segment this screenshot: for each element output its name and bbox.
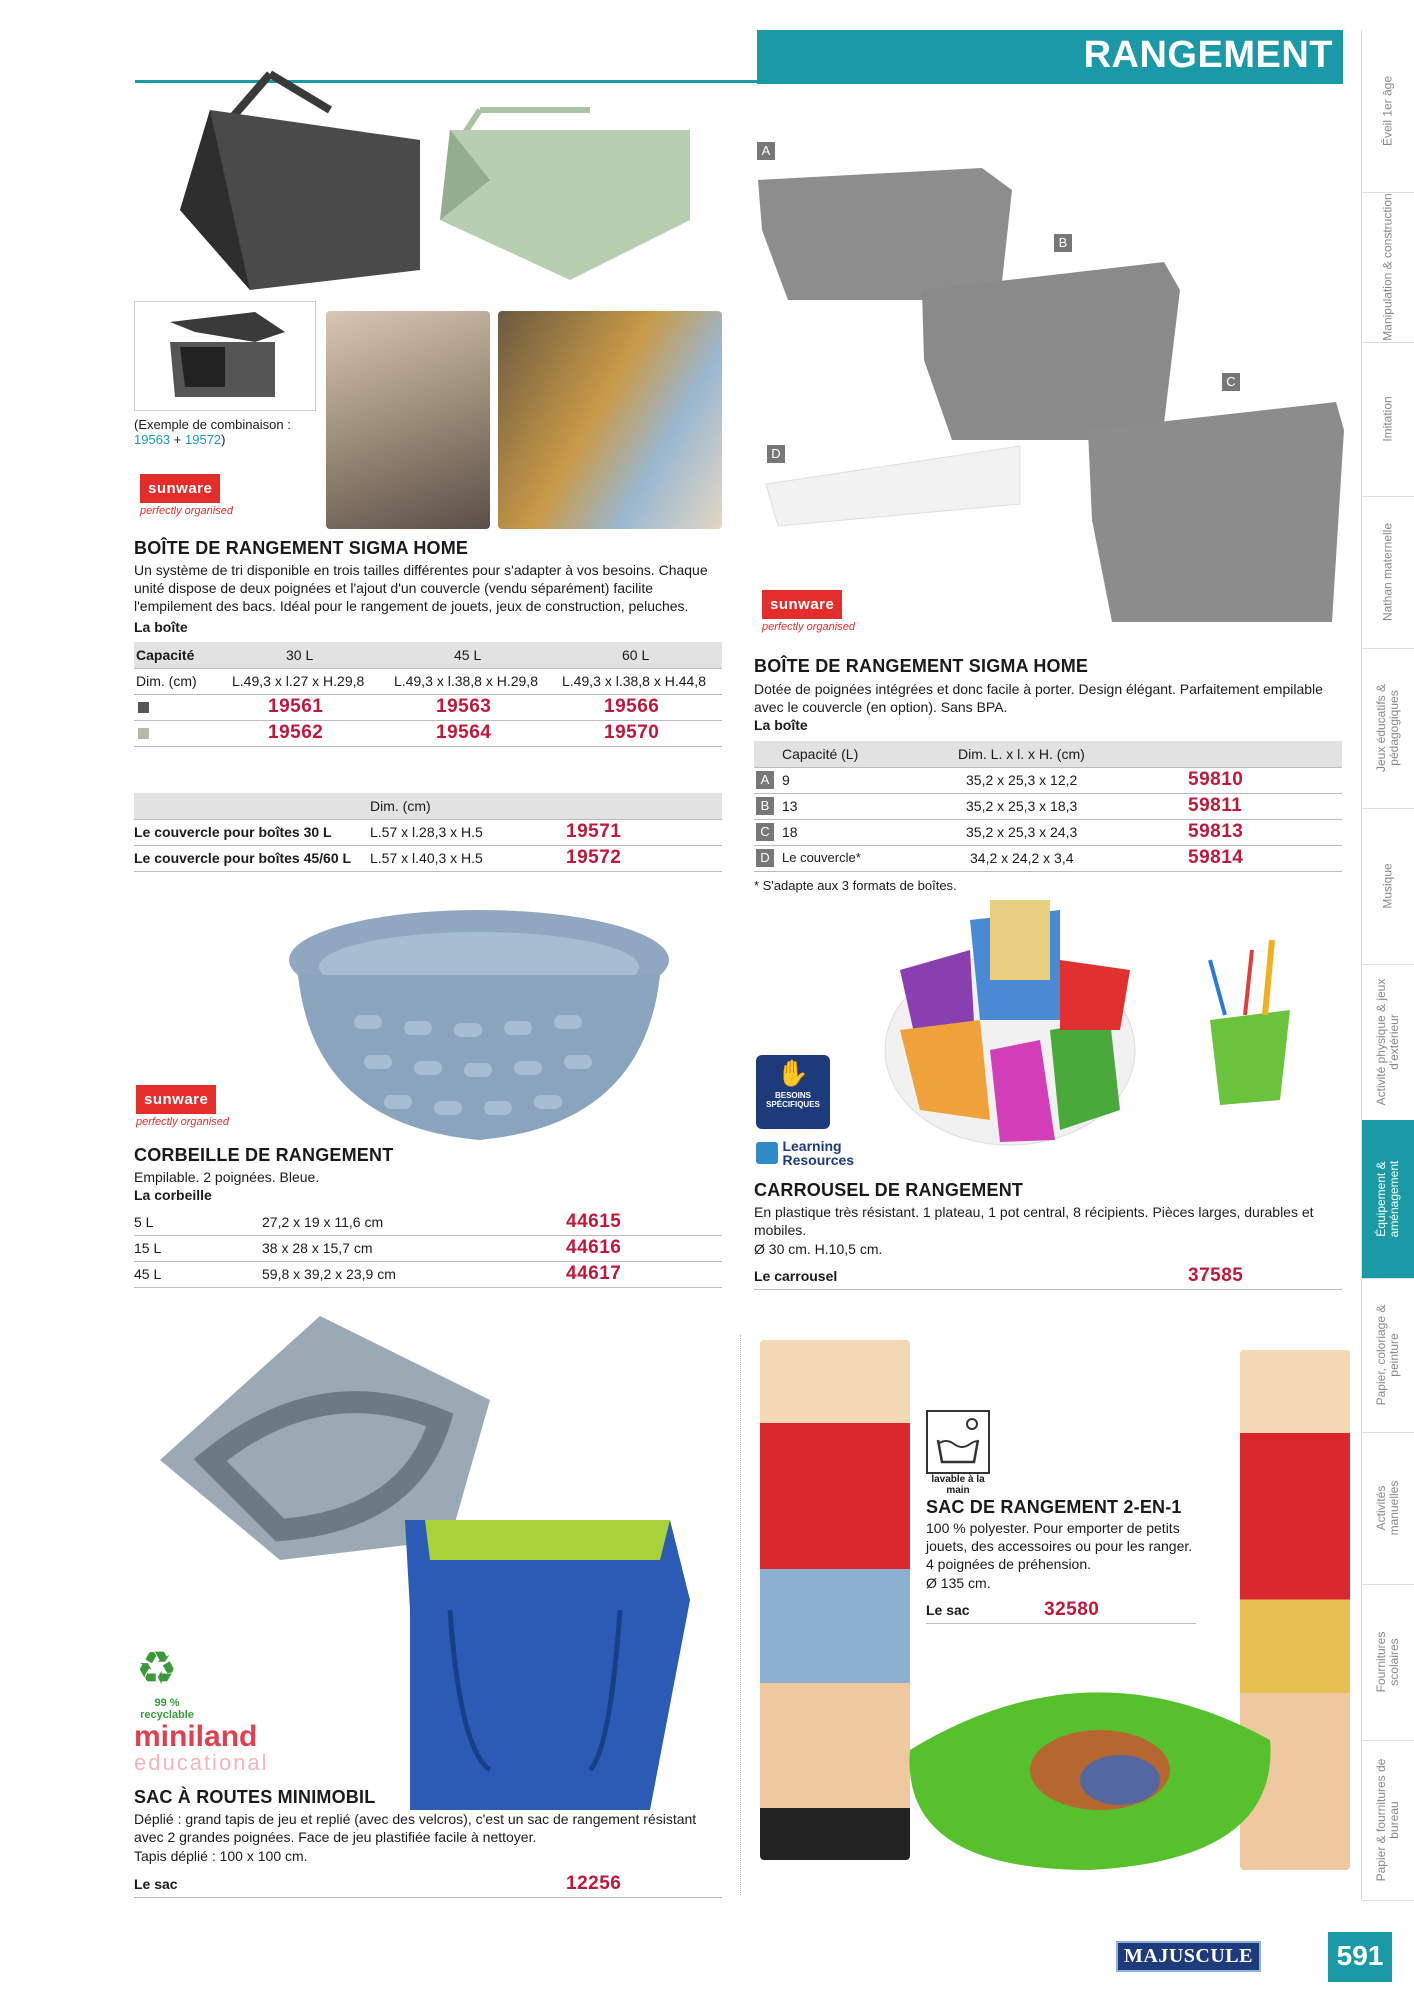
label-d: D xyxy=(767,445,785,463)
combo-bin-icon xyxy=(135,302,315,410)
carrousel-row: Le carrousel 37585 xyxy=(754,1263,1342,1290)
box-b xyxy=(922,262,1180,440)
product-code-44616[interactable]: 44616 xyxy=(566,1237,622,1258)
side-tab-jeux-educatifs[interactable]: Jeux éducatifs & pédagogiques xyxy=(1362,648,1414,809)
child-playing-photo xyxy=(326,311,490,529)
sigma-right-header-row: Capacité (L) Dim. L. x l. x H. (cm) xyxy=(754,741,1342,768)
sigma-left-green-row xyxy=(134,720,722,747)
sunware-logo: sunware perfectly organised xyxy=(140,474,233,517)
recycle-icon: ♻ xyxy=(136,1642,178,1694)
combo-link-19572[interactable]: 19572 xyxy=(185,432,222,447)
minimobil-title: SAC À ROUTES MINIMOBIL xyxy=(134,1787,376,1807)
sigma-home-boxes-illustration xyxy=(752,140,1344,630)
product-code-19562[interactable]: 19562 xyxy=(268,722,324,743)
minimobil-description: Déplié : grand tapis de jeu et replié (avec des velcros), c'est un sac de rangement résistant avec 2 grandes poignées. Face de jeu plastifiée facile à nettoyer. xyxy=(134,1811,697,1845)
label-a: A xyxy=(757,142,775,160)
box-c xyxy=(1088,402,1344,622)
corbeille-row-5l: 5 L 27,2 x 19 x 11,6 cm 44615 xyxy=(134,1209,722,1236)
sac2en1-size: Ø 135 cm. xyxy=(926,1575,991,1591)
carrousel-illustration xyxy=(880,880,1320,1180)
besoins-specifiques-badge: ✋ BESOINS SPÉCIFIQUES xyxy=(756,1055,830,1129)
boy-with-ball-photo xyxy=(498,311,722,529)
miniland-logo: miniland educational xyxy=(134,1720,269,1775)
product-code-44615[interactable]: 44615 xyxy=(566,1211,622,1232)
product-code-19563[interactable]: 19563 xyxy=(436,696,492,717)
lid-row-45-60: Le couvercle pour boîtes 45/60 L L.57 x l.40,3 x H.5 19572 xyxy=(134,845,722,872)
carrousel-title: CARROUSEL DE RANGEMENT xyxy=(754,1180,1024,1200)
hands-icon: ✋ xyxy=(776,1058,810,1088)
combo-note: (Exemple de combinaison : 19563 + 19572) xyxy=(134,417,291,447)
combo-link-19563[interactable]: 19563 xyxy=(134,432,171,447)
label-c: C xyxy=(1222,373,1240,391)
sigma-right-row-d: D Le couvercle* 34,2 x 24,2 x 3,4 59814 xyxy=(754,845,1342,872)
corbeille-row-45l: 45 L 59,8 x 39,2 x 23,9 cm 44617 xyxy=(134,1261,722,1288)
page-number: 591 xyxy=(1336,1940,1384,1971)
lids-header-row: Dim. (cm) xyxy=(134,793,722,820)
side-tab-activites-manuelles[interactable]: Activités manuelles xyxy=(1362,1432,1414,1585)
sigma-left-capacity-row: Capacité 30 L 45 L 60 L xyxy=(134,642,722,669)
product-code-59814[interactable]: 59814 xyxy=(1188,847,1244,868)
box-a xyxy=(758,168,1012,300)
product-code-19561[interactable]: 19561 xyxy=(268,696,324,717)
corbeille-row-15l: 15 L 38 x 28 x 15,7 cm 44616 xyxy=(134,1235,722,1262)
lid-row-30: Le couvercle pour boîtes 30 L L.57 x l.28,3 x H.5 19571 xyxy=(134,819,722,846)
sigma-left-description: Un système de tri disponible en trois tailles différentes pour s'adapter à vos besoins. Chaque unité dispose de deux poignées et l'ajout d'un couvercle (vendu séparément) facilite l'empilement des bacs. Idéal pour le rangement de jouets, jeux de construction, peluches. xyxy=(134,562,708,614)
side-tab-nathan[interactable]: Nathan maternelle xyxy=(1362,496,1414,649)
product-code-37585[interactable]: 37585 xyxy=(1188,1265,1244,1286)
sunware-logo-corbeille: sunware perfectly organised xyxy=(136,1085,229,1128)
side-tab-musique[interactable]: Musique xyxy=(1362,808,1414,965)
carrousel-description: En plastique très résistant. 1 plateau, 1 pot central, 8 récipients. Pièces larges, durables et mobiles. xyxy=(754,1204,1314,1238)
section-title-banner xyxy=(757,30,1343,84)
combo-thumbnail xyxy=(134,301,316,411)
sac2en1-row: Le sac 32580 xyxy=(926,1597,1196,1624)
side-tab-imitation[interactable]: Imitation xyxy=(1362,342,1414,497)
side-tab-fournitures-scolaires[interactable]: Fournitures scolaires xyxy=(1362,1584,1414,1741)
side-tab-eveil[interactable]: Éveil 1er âge xyxy=(1362,30,1414,193)
corbeille-title: CORBEILLE DE RANGEMENT xyxy=(134,1145,394,1165)
corbeille-description: Empilable. 2 poignées. Bleue. xyxy=(134,1169,320,1185)
product-code-59810[interactable]: 59810 xyxy=(1188,769,1244,790)
sigma-left-title: BOÎTE DE RANGEMENT SIGMA HOME xyxy=(134,538,469,558)
hand-wash-icon xyxy=(926,1410,990,1474)
sigma-right-title: BOÎTE DE RANGEMENT SIGMA HOME xyxy=(754,656,1089,676)
wash-tub-icon xyxy=(928,1412,988,1472)
label-b: B xyxy=(1054,234,1072,252)
sac2en1-title: SAC DE RANGEMENT 2-EN-1 xyxy=(926,1497,1182,1517)
majuscule-logo: MAJUSCULE xyxy=(1116,1941,1261,1972)
sigma-left-dim-row: Dim. (cm) L.49,3 x l.27 x H.29,8 L.49,3 x l.38,8 x H.29,8 L.49,3 x l.38,8 x H.44,8 xyxy=(134,668,722,695)
product-code-12256[interactable]: 12256 xyxy=(566,1873,622,1894)
sigma-right-description: Dotée de poignées intégrées et donc facile à porter. Design élégant. Parfaitement empilable avec le couvercle (en option). Sans BPA. xyxy=(754,681,1323,715)
blue-basket-illustration xyxy=(284,905,674,1145)
learning-resources-logo: Learning Resources xyxy=(756,1139,872,1167)
sigma-left-sub: La boîte xyxy=(134,619,188,635)
product-code-59813[interactable]: 59813 xyxy=(1188,821,1244,842)
sage-green-bin xyxy=(440,110,690,280)
product-code-59811[interactable]: 59811 xyxy=(1188,795,1243,816)
sigma-right-sub: La boîte xyxy=(754,717,808,733)
sigma-right-row-a: A 9 35,2 x 25,3 x 12,2 59810 xyxy=(754,767,1342,794)
grey-swatch xyxy=(138,702,149,713)
green-play-mat-illustration xyxy=(900,1660,1280,1880)
product-code-44617[interactable]: 44617 xyxy=(566,1263,622,1284)
sunware-logo-right: sunware perfectly organised xyxy=(762,590,855,633)
column-divider xyxy=(740,1335,741,1895)
product-code-19572[interactable]: 19572 xyxy=(566,847,622,868)
carrousel-size: Ø 30 cm. H.10,5 cm. xyxy=(754,1241,883,1257)
corbeille-sub: La corbeille xyxy=(134,1187,212,1203)
side-tab-papier-bureau[interactable]: Papier & fournitures de bureau xyxy=(1362,1740,1414,1901)
sigma-left-grey-row xyxy=(134,694,722,721)
product-code-19571[interactable]: 19571 xyxy=(566,821,622,842)
product-code-19570[interactable]: 19570 xyxy=(604,722,660,743)
lid-d xyxy=(766,446,1020,526)
side-tab-activite-physique[interactable]: Activité physique & jeux d'extérieur xyxy=(1362,964,1414,1121)
girl-left-photo xyxy=(760,1340,910,1860)
lr-cube-icon xyxy=(756,1142,778,1164)
sigma-right-row-c: C 18 35,2 x 25,3 x 24,3 59813 xyxy=(754,819,1342,846)
sigma-bins-illustration xyxy=(170,70,700,300)
sigma-right-row-b: B 13 35,2 x 25,3 x 18,3 59811 xyxy=(754,793,1342,820)
dark-grey-bin xyxy=(180,74,420,290)
product-code-19564[interactable]: 19564 xyxy=(436,722,492,743)
recyclable-label: 99 % recyclable xyxy=(140,1697,194,1721)
product-code-32580[interactable]: 32580 xyxy=(1044,1599,1100,1620)
section-title: RANGEMENT xyxy=(1083,34,1333,76)
minimobil-row: Le sac 12256 xyxy=(134,1871,722,1898)
side-tab-papier-coloriage[interactable]: Papier, coloriage & peinture xyxy=(1362,1278,1414,1433)
side-tab-equipement-active[interactable]: Équipement & aménagement xyxy=(1362,1120,1414,1279)
lavable-label: lavable à la main xyxy=(931,1474,985,1496)
side-tab-manipulation[interactable]: Manipulation & construction xyxy=(1362,192,1414,343)
sigma-right-footnote: * S'adapte aux 3 formats de boîtes. xyxy=(754,878,957,893)
minimobil-size: Tapis déplié : 100 x 100 cm. xyxy=(134,1848,308,1864)
sac2en1-description: 100 % polyester. Pour emporter de petits jouets, des accessoires ou pour les ranger. 4 poignées de préhension. xyxy=(926,1520,1193,1572)
page-number-box xyxy=(1328,1932,1392,1982)
product-code-19566[interactable]: 19566 xyxy=(604,696,660,717)
green-swatch xyxy=(138,728,149,739)
